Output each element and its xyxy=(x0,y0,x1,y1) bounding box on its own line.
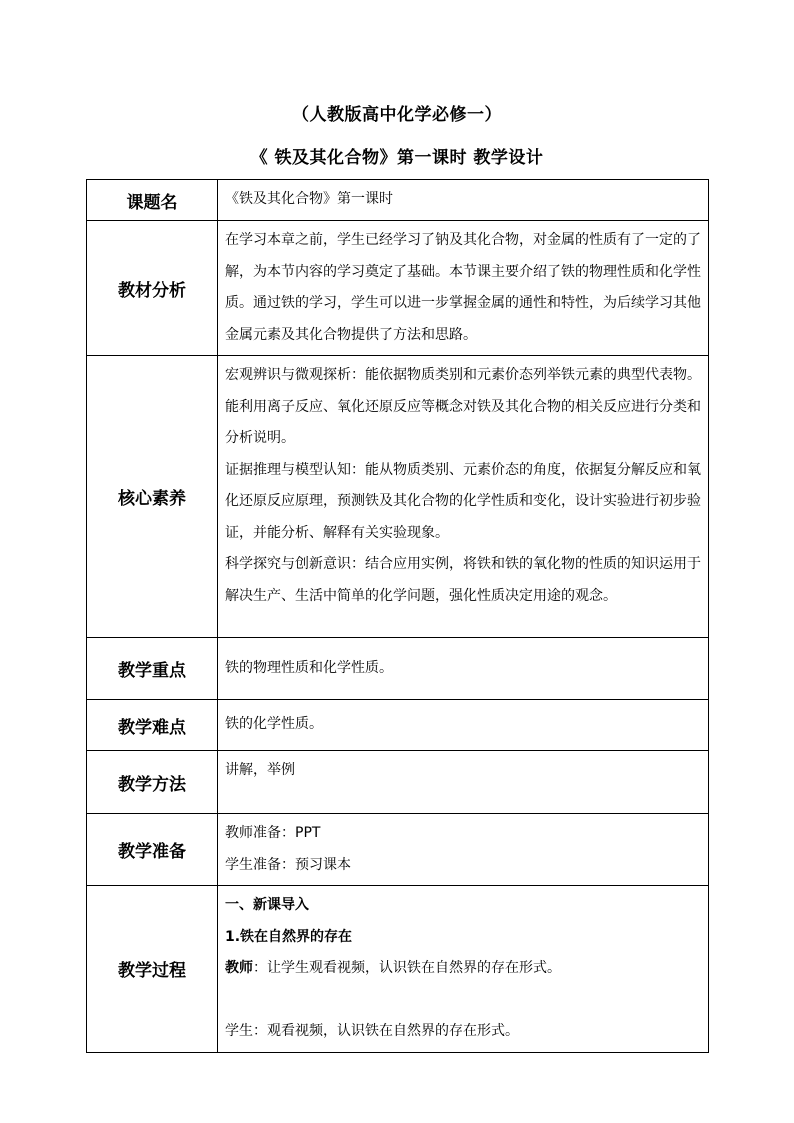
document-title: （人教版高中化学必修一） xyxy=(292,105,502,125)
literacy-label: 核心素养 xyxy=(87,356,218,638)
table-row-preparation xyxy=(87,814,709,886)
literacy-item-macro-micro: 宏观辨识与微观探析：能依据物质类别和元素价态列举铁元素的典型代表物。能利用离子反应、氧化还原反应等概念对铁及其化合物的相关反应进行分类和分析说明。 xyxy=(225,367,701,446)
difficulties-label: 教学难点 xyxy=(87,700,218,751)
key-points-label: 教学重点 xyxy=(87,638,218,700)
teacher-role-label: 教师 xyxy=(225,960,253,976)
topic-value: 《铁及其化合物》第一课时 xyxy=(218,180,709,221)
table-row-key-points xyxy=(87,638,709,700)
table-row-process xyxy=(87,886,709,1053)
lesson-plan-table xyxy=(86,179,709,1053)
analysis-label: 教材分析 xyxy=(87,221,218,356)
teacher-preparation: 教师准备：PPT xyxy=(225,825,321,841)
table-row-difficulties xyxy=(87,700,709,751)
process-blank-line xyxy=(225,985,702,1017)
table-row-literacy xyxy=(87,356,709,638)
process-student-line: 学生：观看视频，认识铁在自然界的存在形式。 xyxy=(225,1023,519,1039)
literacy-value xyxy=(218,356,709,638)
literacy-item-evidence-model: 证据推理与模型认知：能从物质类别、元素价态的角度，依据复分解反应和氧化还原反应原理，预测铁及其化合物的化学性质和变化，设计实验进行初步验证，并能分析、解释有关实验现象。 xyxy=(225,461,701,541)
preparation-value xyxy=(218,814,709,886)
document-subtitle: 《 铁及其化合物》第一课时 教学设计 xyxy=(250,148,544,168)
preparation-label: 教学准备 xyxy=(87,814,218,886)
process-value xyxy=(218,886,709,1053)
difficulties-value: 铁的化学性质。 xyxy=(218,700,709,751)
student-preparation: 学生准备：预习课本 xyxy=(225,856,351,873)
topic-label: 课题名 xyxy=(87,180,218,221)
teacher-activity: ：让学生观看视频，认识铁在自然界的存在形式。 xyxy=(253,960,561,976)
table-row-methods xyxy=(87,751,709,814)
process-label: 教学过程 xyxy=(87,886,218,1053)
process-section-heading: 一、新课导入 xyxy=(225,897,309,913)
table-row-analysis xyxy=(87,221,709,356)
literacy-item-inquiry-innovation: 科学探究与创新意识：结合应用实例，将铁和铁的氧化物的性质的知识运用于解决生产、生活中简单的化学问题，强化性质决定用途的观念。 xyxy=(225,556,701,604)
table-row-topic xyxy=(87,180,709,221)
methods-value: 讲解，举例 xyxy=(218,751,709,814)
key-points-value: 铁的物理性质和化学性质。 xyxy=(218,638,709,700)
process-teacher-line xyxy=(225,953,702,985)
methods-label: 教学方法 xyxy=(87,751,218,814)
process-subsection-heading: 1.铁在自然界的存在 xyxy=(225,928,353,945)
analysis-value: 在学习本章之前，学生已经学习了钠及其化合物，对金属的性质有了一定的了解，为本节内容的学习奠定了基础。本节课主要介绍了铁的物理性质和化学性质。通过铁的学习，学生可以进一步掌握金属的通性和特性，为后续学习其他金属元素及其化合物提供了方法和思路。 xyxy=(218,221,709,356)
